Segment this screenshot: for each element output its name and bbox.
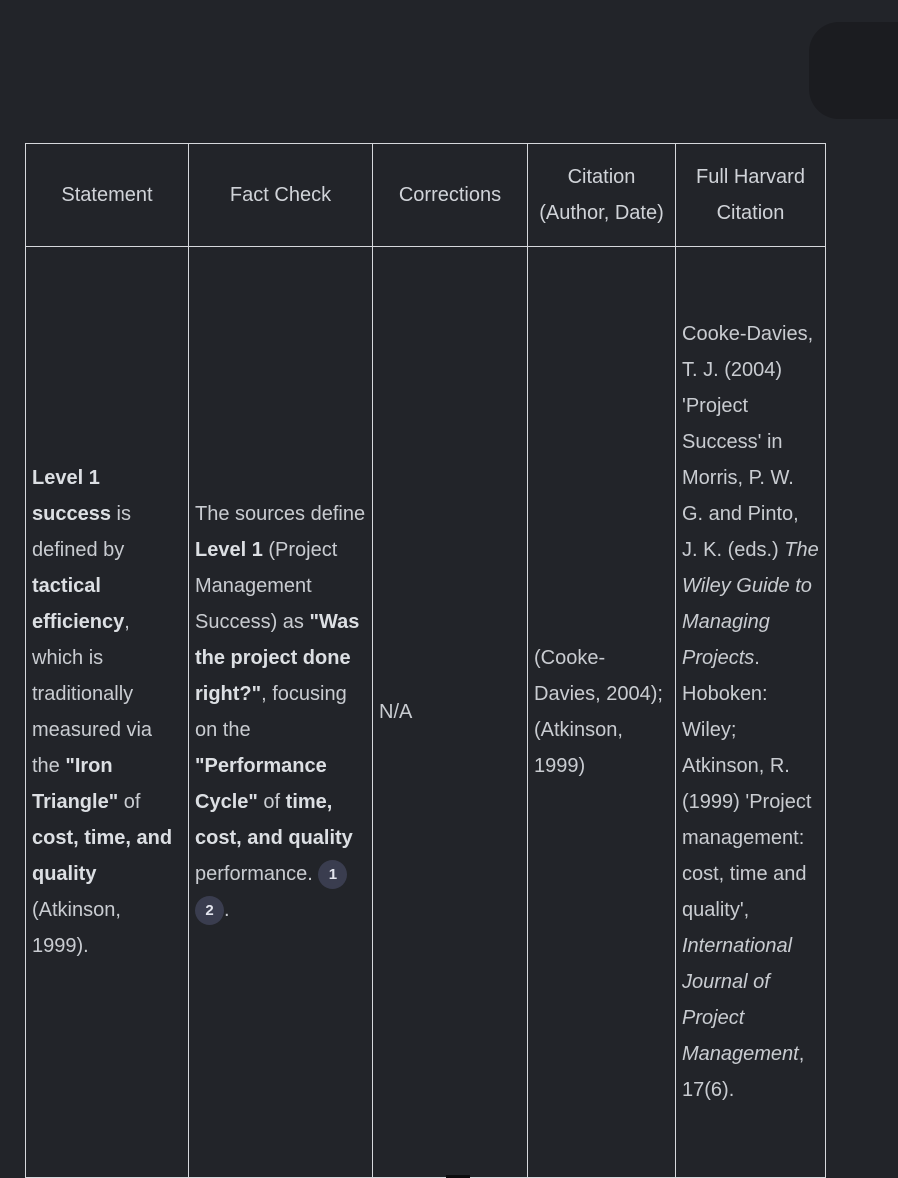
citation-ref-1[interactable]: 1 bbox=[318, 860, 347, 889]
header-full-harvard-citation: Full Harvard Citation bbox=[676, 144, 826, 247]
cell-corrections: N/A bbox=[373, 247, 528, 1178]
citation-ref-2[interactable]: 2 bbox=[195, 896, 224, 925]
fact-check-table bbox=[25, 143, 826, 1178]
header-fact-check: Fact Check bbox=[189, 144, 373, 247]
cell-statement: Level 1 success is defined by tactical efficiency, which is traditionally measured via the "Iron Triangle" of cost, time, and quality (Atkinson, 1999). bbox=[26, 247, 189, 1178]
corner-panel bbox=[809, 22, 898, 119]
header-statement: Statement bbox=[26, 144, 189, 247]
header-citation: Citation (Author, Date) bbox=[528, 144, 676, 247]
table-row bbox=[26, 247, 826, 1178]
table-header-row bbox=[26, 144, 826, 247]
cell-full-harvard-citation: Cooke-Davies, T. J. (2004) 'Project Success' in Morris, P. W. G. and Pinto, J. K. (eds.) The Wiley Guide to Managing Projects. Hoboken: Wiley; Atkinson, R. (1999) 'Project management: cost, time and quality', International Journal of Project Management, 17(6). bbox=[676, 247, 826, 1178]
cell-fact-check: The sources define Level 1 (Project Management Success) as "Was the project done right?", focusing on the "Performance Cycle" of time, cost, and quality performance. 1 2 . bbox=[189, 247, 373, 1178]
cell-citation: (Cooke-Davies, 2004); (Atkinson, 1999) bbox=[528, 247, 676, 1178]
header-corrections: Corrections bbox=[373, 144, 528, 247]
